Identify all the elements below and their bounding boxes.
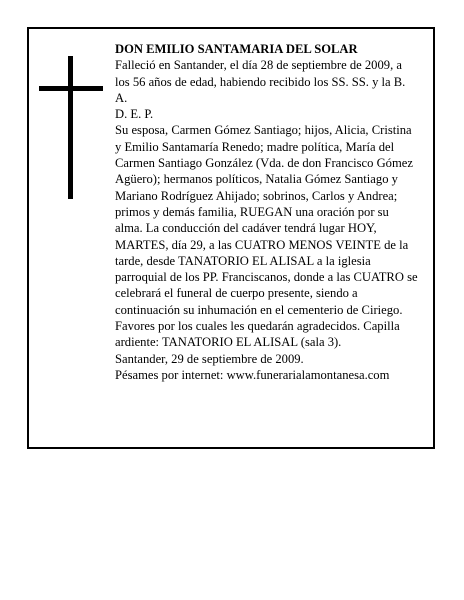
- cross-icon: [39, 56, 103, 199]
- deceased-name: DON EMILIO SANTAMARIA DEL SOLAR: [115, 42, 358, 56]
- rip-line: D. E. P.: [115, 107, 154, 122]
- obituary-notice: [27, 27, 435, 449]
- obituary-text: [115, 41, 419, 383]
- family-and-funeral-details: Su esposa, Carmen Gómez Santiago; hijos, Alicia, Cristina y Emilio Santamaría Renedo; madre política, María del Carmen Santiago González (Vda. de don Francisco Gómez Agüero); hermanos políticos, Natalia Gómez Santiago y Mariano Rodríguez Ahijado; sobrinos, Carlos y Andrea; primos y demás familia, RUEGAN una oración por su alma. La conducción del cadáver tendrá lugar HOY, MARTES, día 29, a las CUATRO MENOS VEINTE de la tarde, desde TANATORIO EL ALISAL a la iglesia parroquial de los PP. Franciscanos, donde a las CUATRO se celebrará el funeral de cuerpo presente, siendo a continuación su inhumación en el cementerio de Ciriego. Favores por los cuales les quedarán agradecidos. Capilla ardiente: TANATORIO EL ALISAL (sala 3).: [115, 123, 418, 350]
- condolences-line: Pésames por internet: www.funerarialamontanesa.com: [115, 367, 390, 382]
- notice-date: Santander, 29 de septiembre de 2009.: [115, 351, 304, 366]
- death-statement: Falleció en Santander, el día 28 de septiembre de 2009, a los 56 años de edad, habiendo recibido los SS. SS. y la B. A.: [115, 58, 406, 105]
